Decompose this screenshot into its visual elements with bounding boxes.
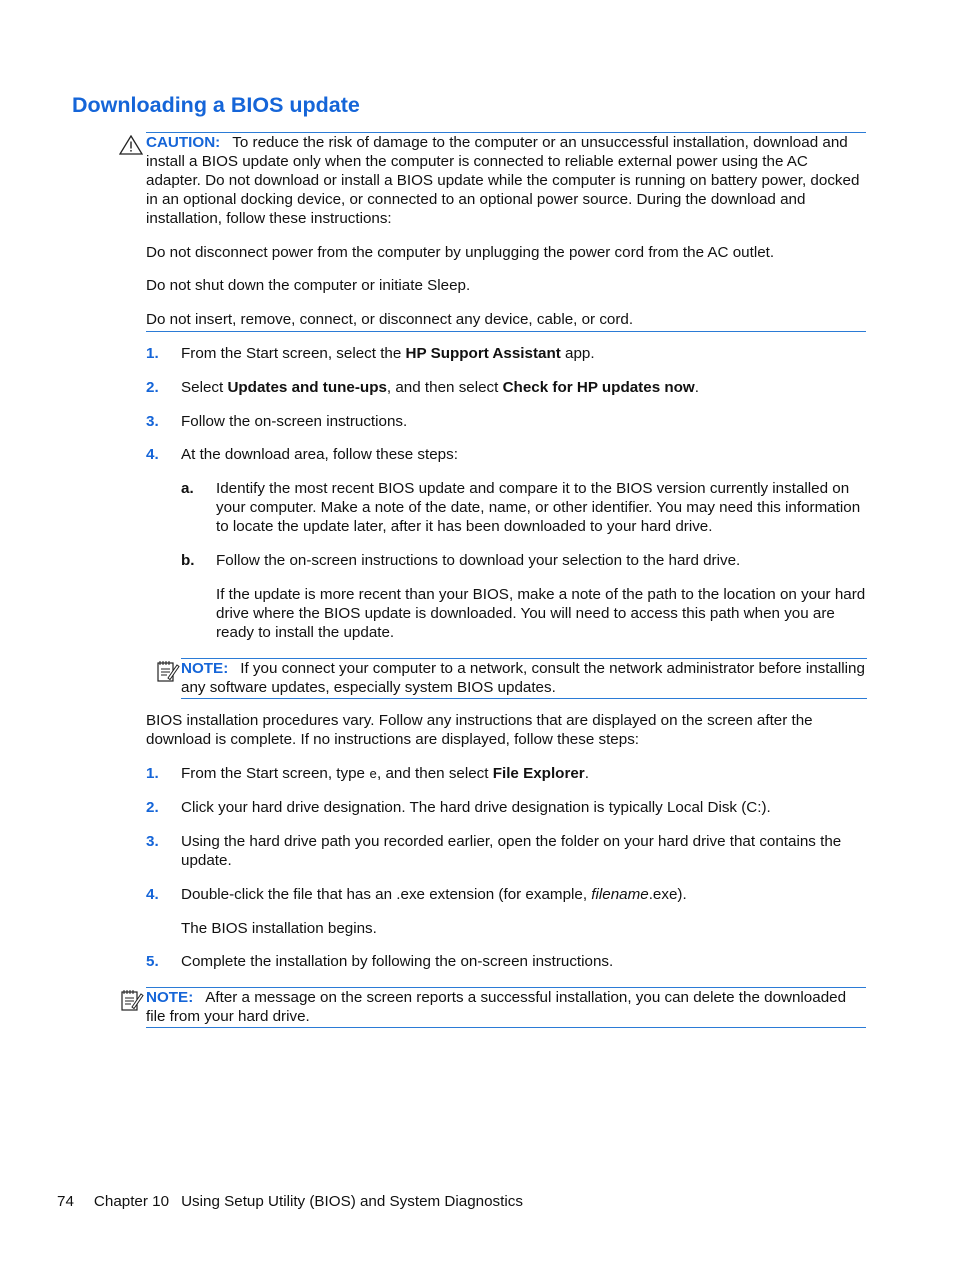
step-number: 1.: [146, 345, 159, 362]
list-item-followup: If the update is more recent than your BIOS, make a note of the path to the location on your hard drive where the BIOS update is downloaded. You will need to access this path when you are ready to install the update.: [216, 586, 866, 641]
step-number: 4.: [146, 886, 159, 903]
step-number: 2.: [146, 379, 159, 396]
note-pad-icon: [156, 659, 180, 683]
step-number: 3.: [146, 833, 159, 850]
note-text: NOTE: After a message on the screen reports a successful installation, you can delete the downloaded file from your hard drive.: [146, 989, 847, 1025]
list-item: Complete the installation by following the on-screen instructions.: [181, 953, 614, 970]
list-item: Follow the on-screen instructions to download your selection to the hard drive.: [216, 552, 741, 569]
caution-paragraph: Do not insert, remove, connect, or disconnect any device, cable, or cord.: [146, 311, 634, 328]
page-number: 74: [57, 1193, 74, 1210]
list-item: Using the hard drive path you recorded earlier, open the folder on your hard drive that contains the update.: [181, 833, 842, 869]
note-label: NOTE:: [181, 660, 229, 677]
caution-label: CAUTION:: [146, 134, 221, 151]
step-number: 4.: [146, 446, 159, 463]
list-item-followup: The BIOS installation begins.: [181, 920, 377, 937]
substep-letter: a.: [181, 480, 194, 497]
chapter-title: Using Setup Utility (BIOS) and System Diagnostics: [181, 1193, 523, 1210]
list-item: At the download area, follow these steps:: [181, 446, 458, 463]
list-item: Double-click the file that has an .exe extension (for example, filename.exe).: [181, 886, 687, 903]
list-item: Identify the most recent BIOS update and compare it to the BIOS version currently installed on your computer. Make a note of the date, name, or other identifier. You may need this information to locate the update later, after it has been downloaded to your hard drive.: [216, 480, 861, 535]
list-item: Click your hard drive designation. The hard drive designation is typically Local Disk (C:).: [181, 799, 771, 816]
step-number: 1.: [146, 765, 159, 782]
list-item: Follow the on-screen instructions.: [181, 413, 408, 430]
warning-triangle-icon: [119, 135, 143, 155]
list-item: From the Start screen, type e, and then select File Explorer.: [181, 765, 589, 782]
step-number: 2.: [146, 799, 159, 816]
caution-box: [146, 132, 866, 332]
intro-paragraph: BIOS installation procedures vary. Follow any instructions that are displayed on the screen after the download is complete. If no instructions are displayed, follow these steps:: [146, 712, 813, 748]
caution-paragraph: Do not shut down the computer or initiate Sleep.: [146, 277, 471, 294]
note-box: [181, 658, 867, 699]
chapter-label: Chapter 10: [93, 1193, 170, 1210]
page-title: Downloading a BIOS update: [72, 93, 360, 117]
note-label: NOTE:: [146, 989, 194, 1006]
caution-intro: CAUTION: To reduce the risk of damage to the computer or an unsuccessful installation, download and install a BIOS update only when the computer is connected to reliable external power using the AC adapter. Do not download or install a BIOS update while the computer is running on battery power, docked in an optional docking device, or connected to an optional power source. During the download and installation, follow these instructions:: [146, 134, 860, 227]
substep-letter: b.: [181, 552, 195, 569]
page-footer: [57, 1192, 523, 1211]
step-number: 3.: [146, 413, 159, 430]
note-text: NOTE: If you connect your computer to a network, consult the network administrator before installing any software updates, especially system BIOS updates.: [181, 660, 865, 696]
step-number: 5.: [146, 953, 159, 970]
caution-paragraph: Do not disconnect power from the computer by unplugging the power cord from the AC outlet.: [146, 244, 775, 261]
list-item: Select Updates and tune-ups, and then select Check for HP updates now.: [181, 379, 699, 396]
note-pad-icon: [120, 988, 144, 1012]
list-item: From the Start screen, select the HP Support Assistant app.: [181, 345, 595, 362]
note-box: [146, 987, 866, 1028]
